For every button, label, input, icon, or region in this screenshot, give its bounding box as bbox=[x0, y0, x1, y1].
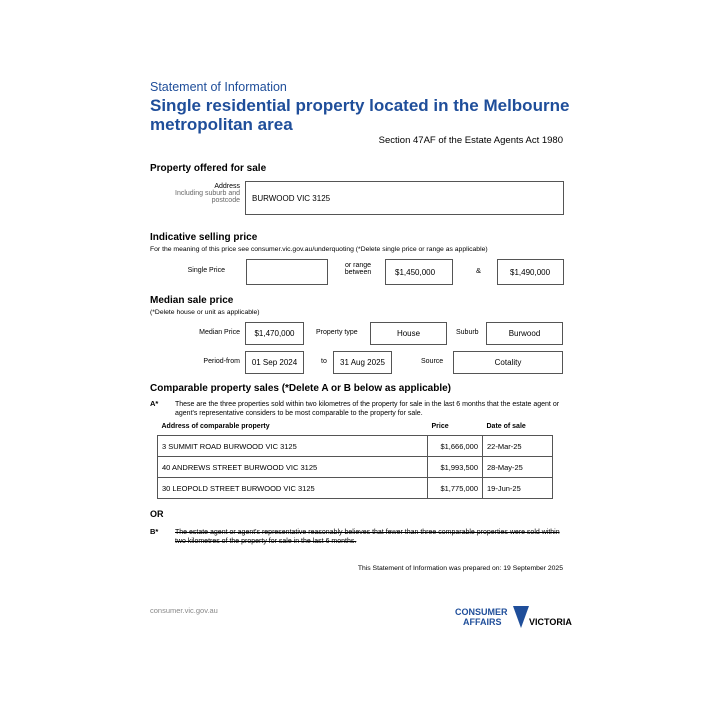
row-price: $1,666,000 bbox=[428, 436, 483, 457]
option-b-marker: B* bbox=[150, 527, 159, 536]
single-price-field[interactable] bbox=[246, 259, 328, 285]
indicative-price-note: For the meaning of this price see consumer.vic.gov.au/underquoting (*Delete single price or range as applicable) bbox=[150, 246, 488, 253]
range-high-value: $1,490,000 bbox=[510, 267, 551, 277]
period-from-value: 01 Sep 2024 bbox=[251, 358, 298, 367]
row-address: 40 ANDREWS STREET BURWOOD VIC 3125 bbox=[158, 457, 428, 478]
column-header-price: Price bbox=[431, 423, 449, 430]
median-price-value: $1,470,000 bbox=[254, 329, 295, 338]
comparable-sales-table bbox=[157, 420, 553, 499]
address-sublabel: Including suburb and postcode bbox=[175, 190, 240, 204]
median-heading: Median sale price bbox=[150, 295, 234, 306]
address-value: BURWOOD VIC 3125 bbox=[252, 193, 331, 203]
period-to-value: 31 Aug 2025 bbox=[340, 358, 385, 367]
source-value: Cotality bbox=[494, 358, 522, 367]
document-title: Single residential property located in the Melbourne metropolitan area bbox=[150, 96, 570, 134]
address-label-block bbox=[150, 183, 240, 204]
row-price: $1,775,000 bbox=[428, 478, 483, 499]
footer-website[interactable]: consumer.vic.gov.au bbox=[150, 606, 218, 615]
period-to-label: to bbox=[321, 358, 327, 365]
median-price-label: Median Price bbox=[199, 329, 240, 336]
range-ampersand: & bbox=[476, 266, 482, 275]
suburb-field[interactable] bbox=[486, 322, 563, 345]
source-label: Source bbox=[421, 358, 444, 365]
act-reference: Section 47AF of the Estate Agents Act 1980 bbox=[378, 135, 563, 146]
property-type-field[interactable] bbox=[370, 322, 447, 345]
range-label: or range between bbox=[344, 262, 372, 276]
suburb-value: Burwood bbox=[508, 329, 541, 338]
property-type-label: Property type bbox=[316, 329, 358, 336]
property-type-value: House bbox=[396, 329, 421, 338]
period-from-label: Period-from bbox=[203, 358, 240, 365]
range-low-value: $1,450,000 bbox=[395, 267, 436, 277]
table-row bbox=[158, 478, 553, 499]
row-date: 19-Jun-25 bbox=[483, 478, 553, 499]
address-label: Address bbox=[214, 183, 240, 190]
option-b-text: The estate agent or agent's representative reasonably believes that fewer than three comparable properties were sold within two kilometres of the property for sale in the last 6 months. bbox=[175, 529, 560, 545]
median-note: (*Delete house or unit as applicable) bbox=[150, 309, 260, 316]
row-address: 30 LEOPOLD STREET BURWOOD VIC 3125 bbox=[158, 478, 428, 499]
property-offered-heading: Property offered for sale bbox=[150, 163, 267, 174]
range-low-field[interactable] bbox=[385, 259, 453, 285]
logo-line-consumer: CONSUMER bbox=[455, 607, 508, 617]
option-a-text: These are the three properties sold within two kilometres of the property for sale in the last 6 months that the estate agent or agent's representative considers to be most comparable to the property for sale. bbox=[175, 401, 560, 417]
comparable-heading: Comparable property sales (*Delete A or B below as applicable) bbox=[150, 383, 452, 394]
address-field[interactable] bbox=[245, 181, 564, 215]
indicative-price-heading: Indicative selling price bbox=[150, 232, 258, 243]
row-date: 28-May-25 bbox=[483, 457, 553, 478]
source-field[interactable] bbox=[453, 351, 563, 374]
table-row bbox=[158, 436, 553, 457]
victoria-triangle-icon bbox=[513, 606, 529, 628]
suburb-label: Suburb bbox=[456, 329, 479, 336]
option-a-marker: A* bbox=[150, 399, 159, 408]
prepared-date-text: This Statement of Information was prepared on: 19 September 2025 bbox=[357, 565, 563, 572]
consumer-affairs-victoria-logo bbox=[455, 606, 572, 636]
column-header-date: Date of sale bbox=[486, 423, 526, 430]
or-separator: OR bbox=[150, 509, 164, 519]
median-price-field[interactable] bbox=[245, 322, 304, 345]
period-from-field[interactable] bbox=[245, 351, 304, 374]
single-price-label: Single Price bbox=[187, 267, 225, 274]
logo-line-victoria: VICTORIA bbox=[529, 617, 572, 627]
table-row bbox=[158, 457, 553, 478]
period-to-field[interactable] bbox=[333, 351, 392, 374]
column-header-address: Address of comparable property bbox=[161, 423, 270, 430]
row-date: 22-Mar-25 bbox=[483, 436, 553, 457]
document-subtitle: Statement of Information bbox=[150, 80, 287, 94]
logo-line-affairs: AFFAIRS bbox=[463, 617, 502, 627]
row-address: 3 SUMMIT ROAD BURWOOD VIC 3125 bbox=[158, 436, 428, 457]
range-high-field[interactable] bbox=[497, 259, 564, 285]
row-price: $1,993,500 bbox=[428, 457, 483, 478]
